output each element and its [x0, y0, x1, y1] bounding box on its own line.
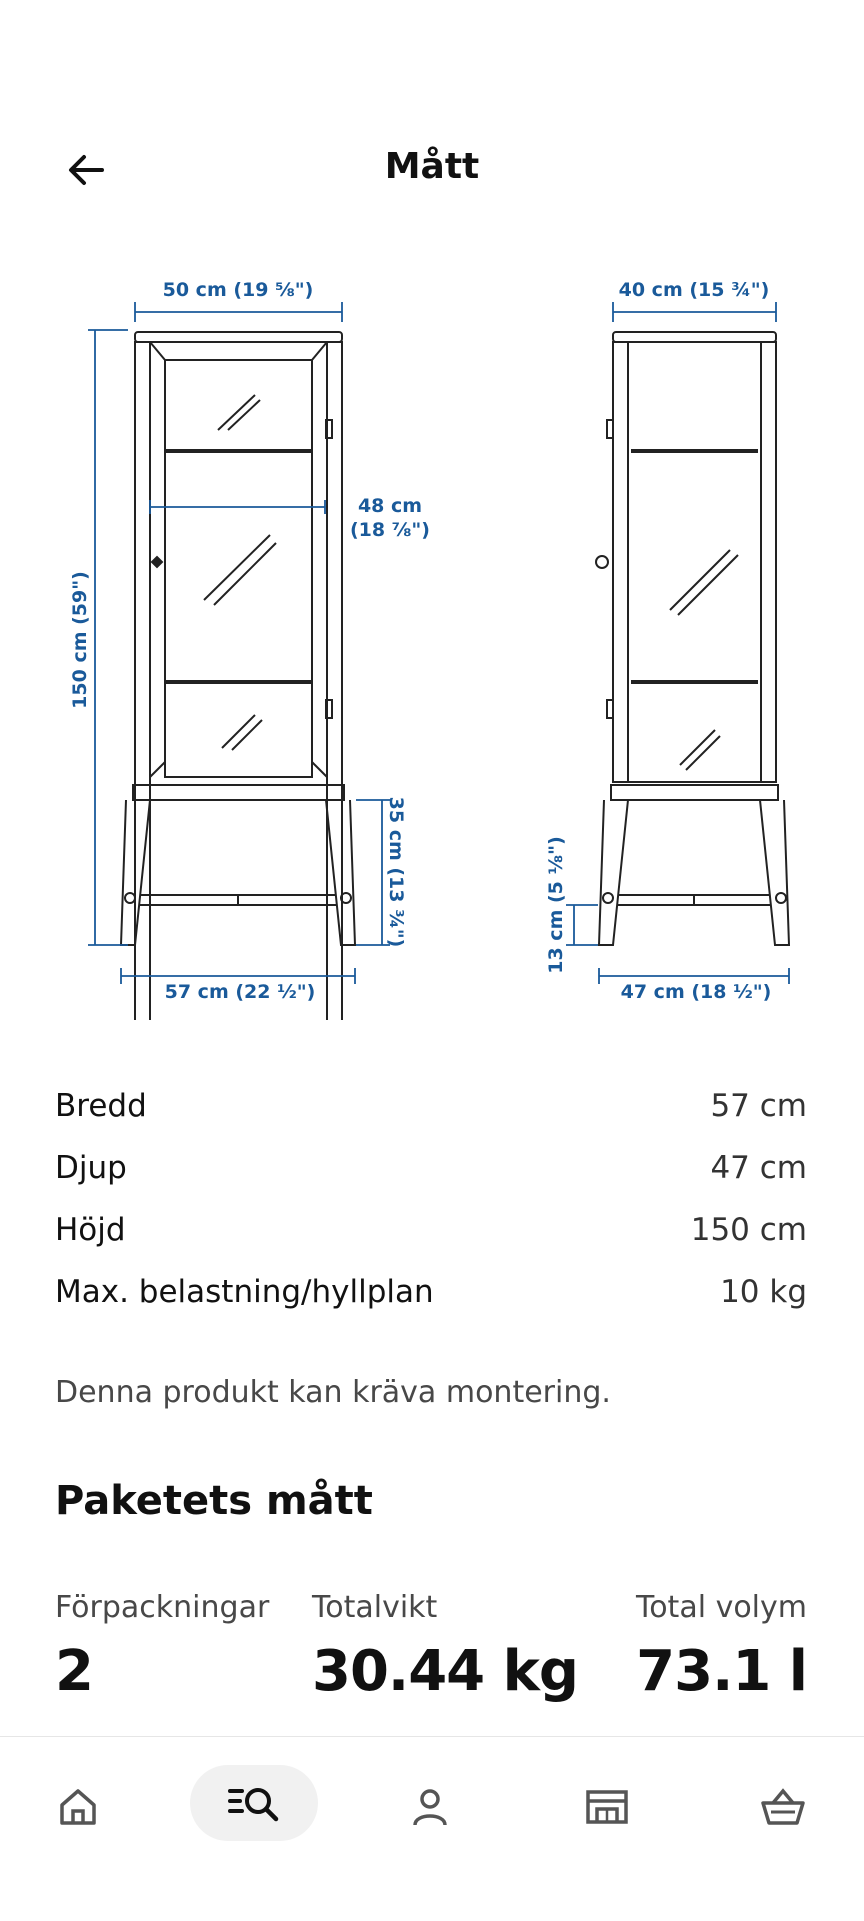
top-bar	[0, 120, 864, 220]
nav-stores[interactable]	[567, 1767, 647, 1847]
weight-label: Totalvikt	[312, 1590, 438, 1625]
home-icon	[56, 1785, 100, 1829]
spec-label: Bredd	[55, 1088, 147, 1124]
front-inner-width-label: 48 cm	[357, 495, 423, 517]
nav-basket[interactable]	[743, 1767, 823, 1847]
spec-row-width	[55, 1075, 807, 1137]
page-title: Mått	[384, 146, 480, 187]
volume-value: 73.1 l	[636, 1639, 807, 1704]
assembly-note: Denna produkt kan kräva montering.	[55, 1375, 611, 1410]
side-clearance-label: 13 cm (5 ⅛")	[545, 836, 567, 974]
packages-label: Förpackningar	[55, 1590, 270, 1625]
spec-value: 10 kg	[720, 1274, 807, 1310]
packages-value: 2	[55, 1639, 93, 1704]
front-inner-width-imperial-label: (18 ⅞")	[350, 519, 430, 541]
nav-search[interactable]	[190, 1765, 318, 1841]
weight-stat	[312, 1590, 578, 1704]
volume-stat	[636, 1590, 807, 1704]
bottom-navigation	[0, 1736, 864, 1921]
spec-value: 150 cm	[690, 1212, 807, 1248]
front-leg-height-label: 35 cm (13 ¾")	[385, 796, 407, 948]
spec-label: Djup	[55, 1150, 127, 1186]
store-icon	[583, 1785, 631, 1829]
basket-icon	[759, 1785, 807, 1829]
spec-row-depth	[55, 1137, 807, 1199]
dimension-drawing	[0, 250, 864, 1020]
weight-value: 30.44 kg	[312, 1639, 578, 1704]
nav-home[interactable]	[38, 1767, 118, 1847]
spec-value: 47 cm	[710, 1150, 807, 1186]
spec-row-max-load	[55, 1261, 807, 1323]
package-summary	[55, 1590, 807, 1710]
front-base-width-label: 57 cm (22 ½")	[164, 981, 316, 1003]
package-heading: Paketets mått	[55, 1478, 373, 1524]
volume-label: Total volym	[635, 1590, 807, 1625]
front-height-label: 150 cm (59")	[69, 571, 91, 709]
spec-label: Höjd	[55, 1212, 126, 1248]
packages-stat	[55, 1590, 269, 1704]
spec-value: 57 cm	[710, 1088, 807, 1124]
profile-icon	[408, 1785, 452, 1829]
spec-label: Max. belastning/hyllplan	[55, 1274, 434, 1310]
side-depth-label: 40 cm (15 ¾")	[618, 279, 770, 301]
front-width-label: 50 cm (19 ⅝")	[162, 279, 314, 301]
nav-profile[interactable]	[390, 1767, 470, 1847]
dimension-specs	[55, 1075, 807, 1323]
search-icon	[226, 1781, 282, 1825]
side-base-depth-label: 47 cm (18 ½")	[620, 981, 772, 1003]
product-dimension-illustration	[0, 250, 864, 1020]
spec-row-height	[55, 1199, 807, 1261]
